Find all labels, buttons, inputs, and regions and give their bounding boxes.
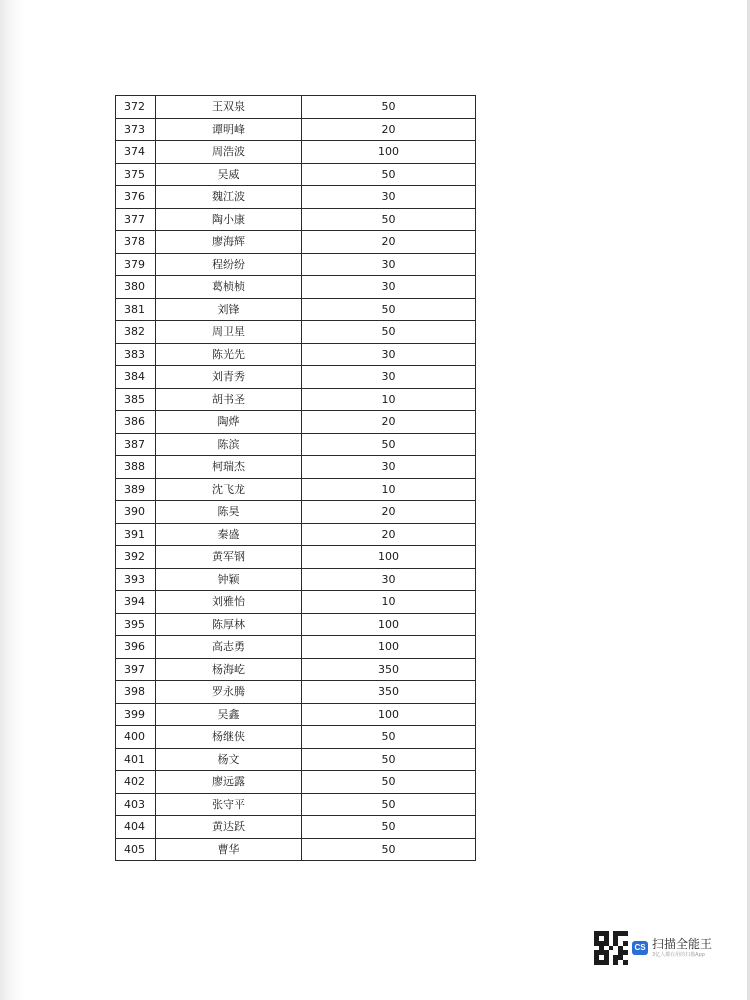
row-amount: 100 xyxy=(302,613,476,636)
row-amount: 50 xyxy=(302,771,476,794)
table-row xyxy=(116,546,476,569)
row-name: 吴威 xyxy=(156,163,302,186)
table-row xyxy=(116,321,476,344)
row-number: 403 xyxy=(116,793,156,816)
row-number: 401 xyxy=(116,748,156,771)
table-row xyxy=(116,141,476,164)
row-number: 382 xyxy=(116,321,156,344)
row-name: 周卫星 xyxy=(156,321,302,344)
table-row xyxy=(116,388,476,411)
row-amount: 50 xyxy=(302,163,476,186)
row-name: 廖海辉 xyxy=(156,231,302,254)
row-number: 400 xyxy=(116,726,156,749)
table-row xyxy=(116,276,476,299)
row-name: 杨继侠 xyxy=(156,726,302,749)
row-amount: 10 xyxy=(302,591,476,614)
row-name: 刘雅怡 xyxy=(156,591,302,614)
row-number: 388 xyxy=(116,456,156,479)
row-number: 405 xyxy=(116,838,156,861)
table-row xyxy=(116,793,476,816)
table-row xyxy=(116,523,476,546)
row-number: 374 xyxy=(116,141,156,164)
row-name: 陶小康 xyxy=(156,208,302,231)
row-amount: 50 xyxy=(302,208,476,231)
row-number: 395 xyxy=(116,613,156,636)
row-number: 402 xyxy=(116,771,156,794)
row-amount: 350 xyxy=(302,681,476,704)
table-row xyxy=(116,591,476,614)
row-amount: 100 xyxy=(302,636,476,659)
row-amount: 50 xyxy=(302,726,476,749)
row-name: 刘青秀 xyxy=(156,366,302,389)
table-row xyxy=(116,658,476,681)
cs-logo-badge: CS xyxy=(632,941,648,955)
row-number: 397 xyxy=(116,658,156,681)
row-number: 399 xyxy=(116,703,156,726)
table-row xyxy=(116,231,476,254)
watermark-brand: 扫描全能王 xyxy=(652,937,713,951)
watermark-text xyxy=(652,937,712,959)
row-amount: 350 xyxy=(302,658,476,681)
table-row xyxy=(116,771,476,794)
row-name: 刘锋 xyxy=(156,298,302,321)
row-number: 393 xyxy=(116,568,156,591)
row-amount: 50 xyxy=(302,298,476,321)
row-name: 周浩波 xyxy=(156,141,302,164)
row-amount: 30 xyxy=(302,568,476,591)
row-number: 379 xyxy=(116,253,156,276)
row-name: 曹华 xyxy=(156,838,302,861)
table-row xyxy=(116,186,476,209)
row-name: 吴鑫 xyxy=(156,703,302,726)
row-amount: 20 xyxy=(302,118,476,141)
row-amount: 20 xyxy=(302,501,476,524)
row-name: 廖远露 xyxy=(156,771,302,794)
table-row xyxy=(116,96,476,119)
row-number: 372 xyxy=(116,96,156,119)
row-number: 389 xyxy=(116,478,156,501)
row-number: 377 xyxy=(116,208,156,231)
table-row xyxy=(116,456,476,479)
row-number: 404 xyxy=(116,816,156,839)
table-row xyxy=(116,478,476,501)
table-row xyxy=(116,433,476,456)
row-amount: 100 xyxy=(302,141,476,164)
row-number: 386 xyxy=(116,411,156,434)
row-amount: 10 xyxy=(302,478,476,501)
camscanner-watermark xyxy=(594,930,734,966)
row-name: 陈厚林 xyxy=(156,613,302,636)
row-amount: 20 xyxy=(302,411,476,434)
row-amount: 50 xyxy=(302,816,476,839)
row-number: 396 xyxy=(116,636,156,659)
row-name: 钟颖 xyxy=(156,568,302,591)
row-name: 谭明峰 xyxy=(156,118,302,141)
row-amount: 30 xyxy=(302,366,476,389)
table-row xyxy=(116,253,476,276)
row-name: 杨海屹 xyxy=(156,658,302,681)
table-body xyxy=(116,96,476,861)
row-name: 程纷纷 xyxy=(156,253,302,276)
row-name: 高志勇 xyxy=(156,636,302,659)
row-name: 秦盛 xyxy=(156,523,302,546)
row-number: 385 xyxy=(116,388,156,411)
row-name: 柯瑞杰 xyxy=(156,456,302,479)
row-amount: 50 xyxy=(302,96,476,119)
table-row xyxy=(116,343,476,366)
row-number: 394 xyxy=(116,591,156,614)
row-number: 387 xyxy=(116,433,156,456)
table-row xyxy=(116,411,476,434)
table-row xyxy=(116,838,476,861)
row-name: 陶烨 xyxy=(156,411,302,434)
row-number: 375 xyxy=(116,163,156,186)
row-amount: 30 xyxy=(302,276,476,299)
table-row xyxy=(116,703,476,726)
row-name: 张守平 xyxy=(156,793,302,816)
row-amount: 50 xyxy=(302,838,476,861)
row-amount: 100 xyxy=(302,703,476,726)
row-name: 胡书圣 xyxy=(156,388,302,411)
table-row xyxy=(116,681,476,704)
watermark-subtitle: 3亿人都在用的扫描App xyxy=(652,952,705,958)
row-name: 魏江波 xyxy=(156,186,302,209)
row-name: 陈滨 xyxy=(156,433,302,456)
row-name: 罗永腾 xyxy=(156,681,302,704)
row-amount: 30 xyxy=(302,456,476,479)
table-row xyxy=(116,163,476,186)
table-row xyxy=(116,613,476,636)
row-number: 376 xyxy=(116,186,156,209)
table-row xyxy=(116,568,476,591)
row-amount: 30 xyxy=(302,343,476,366)
row-number: 391 xyxy=(116,523,156,546)
row-number: 380 xyxy=(116,276,156,299)
row-number: 398 xyxy=(116,681,156,704)
table-row xyxy=(116,748,476,771)
table-row xyxy=(116,208,476,231)
table-row xyxy=(116,816,476,839)
row-amount: 10 xyxy=(302,388,476,411)
row-number: 384 xyxy=(116,366,156,389)
table-row xyxy=(116,636,476,659)
row-amount: 30 xyxy=(302,186,476,209)
row-name: 黄军钢 xyxy=(156,546,302,569)
row-name: 王双泉 xyxy=(156,96,302,119)
row-amount: 50 xyxy=(302,321,476,344)
row-amount: 30 xyxy=(302,253,476,276)
row-amount: 50 xyxy=(302,748,476,771)
row-name: 黄达跃 xyxy=(156,816,302,839)
row-number: 392 xyxy=(116,546,156,569)
row-amount: 100 xyxy=(302,546,476,569)
row-name: 杨文 xyxy=(156,748,302,771)
row-number: 378 xyxy=(116,231,156,254)
row-name: 陈昊 xyxy=(156,501,302,524)
row-amount: 20 xyxy=(302,231,476,254)
row-number: 381 xyxy=(116,298,156,321)
row-name: 陈光先 xyxy=(156,343,302,366)
donation-table xyxy=(115,95,476,861)
row-name: 葛桢桢 xyxy=(156,276,302,299)
row-number: 390 xyxy=(116,501,156,524)
row-amount: 50 xyxy=(302,433,476,456)
table-row xyxy=(116,298,476,321)
table-row xyxy=(116,501,476,524)
row-name: 沈飞龙 xyxy=(156,478,302,501)
table-row xyxy=(116,726,476,749)
row-number: 373 xyxy=(116,118,156,141)
qr-code-icon xyxy=(594,931,628,965)
table-row xyxy=(116,118,476,141)
row-number: 383 xyxy=(116,343,156,366)
row-amount: 20 xyxy=(302,523,476,546)
row-amount: 50 xyxy=(302,793,476,816)
table-row xyxy=(116,366,476,389)
